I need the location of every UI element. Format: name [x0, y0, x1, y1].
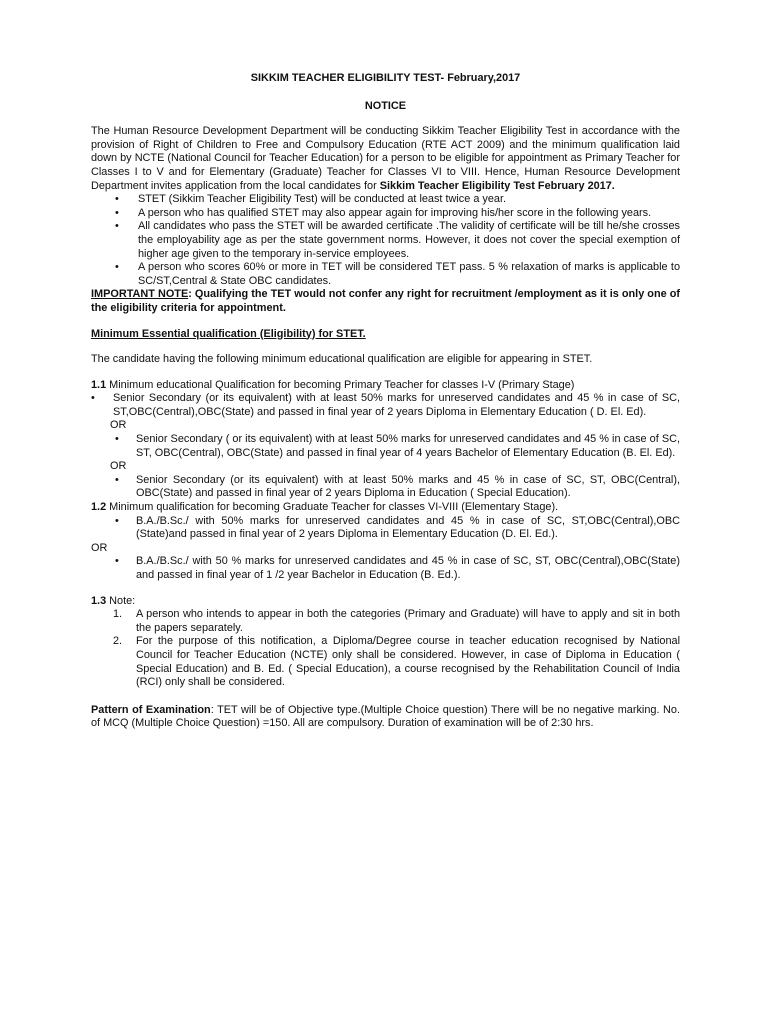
list-item-text: B.A./B.Sc./ with 50 % marks for unreserved candidates and 45 % in case of SC, ST, OBC(Central),OBC(State) and passed in final year of 1 /2 year Bachelor in Education (B. Ed.).: [136, 555, 680, 581]
list-item: [91, 635, 680, 689]
bullet-icon: •: [115, 261, 119, 274]
or-separator: OR: [91, 541, 108, 554]
list-item: [91, 433, 680, 460]
section-heading-text: Minimum educational Qualification for becoming Primary Teacher for classes I-V (Primary Stage): [106, 378, 575, 391]
list-item-text: For the purpose of this notification, a Diploma/Degree course in teacher education recognised by National Council for Teacher Education (NCTE) only shall be considered. However, in case of Diploma in Education ( Special Education) and B. Ed. ( Special Education), a course recognised by the Rehabilitation Council of India (RCI) only shall be considered.: [136, 635, 680, 689]
section-1-2-list-2: [91, 555, 680, 582]
section-number: 1.3: [91, 594, 107, 607]
section-1-3-list: [91, 608, 680, 690]
notice-heading: NOTICE: [364, 99, 407, 112]
section-heading-text: Minimum qualification for becoming Graduate Teacher for classes VI-VIII (Elementary Stage).: [106, 501, 559, 514]
section-1-2-heading: [91, 501, 680, 515]
important-note-label: IMPORTANT NOTE: [91, 288, 189, 301]
intro-bold-tail: Sikkim Teacher Eligibility Test February 2017.: [379, 179, 615, 192]
bullet-icon: •: [115, 514, 119, 527]
important-note: [91, 288, 680, 315]
important-note-text: : Qualifying the TET would not confer any right for recruitment /employment as it is only one of the eligibility criteria for appointment.: [91, 288, 680, 314]
min-qual-heading: Minimum Essential qualification (Eligibility) for STET.: [91, 327, 366, 340]
bullet-icon: •: [91, 392, 95, 405]
bullet-icon: •: [115, 220, 119, 233]
list-item-text: B.A./B.Sc./ with 50% marks for unreserved candidates and 45 % in case of SC, ST,OBC(Central),OBC (State)and passed in final year of 2 years Diploma in Elementary Education (D. El. Ed.).: [136, 514, 680, 541]
list-item-text: Senior Secondary (or its equivalent) with at least 50% marks and 45 % in case of SC, ST, OBC(Central), OBC(State) and passed in final year of 2 years Diploma in Education ( Special Education).: [136, 473, 680, 500]
bullet-icon: •: [115, 555, 119, 568]
item-number: 2.: [113, 635, 123, 648]
or-separator: OR: [110, 460, 127, 473]
section-1-1-heading: [91, 379, 680, 393]
intro-text: The Human Resource Development Department will be conducting Sikkim Teacher Eligibility Test in accordance with the provision of Right of Children to Free and Compulsory Education (RTE ACT 2009) and the minimum qualification laid down by NCTE (National Council for Teacher Education) for a person to be eligible for appointment as Primary Teacher for Classes I to V and for Elementary (Graduate) Teacher for Classes VI to VIII. Hence, Human Resource Development Department invites application from the local candidates for: [91, 125, 680, 192]
section-1-2-list: [91, 515, 680, 542]
list-item-text: All candidates who pass the STET will be awarded certificate .The validity of certificate will be till he/she crosses the employability age as per the state government norms. However, it does not cover the special exemption of higher age given to the temporary in-service employees.: [138, 220, 680, 260]
bullet-icon: •: [115, 193, 119, 206]
list-item: [91, 555, 680, 582]
section-1-3-heading: [91, 595, 680, 609]
section-number: 1.2: [91, 501, 107, 514]
list-item: [91, 515, 680, 542]
pattern-label: Pattern of Examination: [91, 703, 211, 716]
intro-bullet-list: [91, 193, 680, 288]
list-item: [91, 207, 680, 221]
section-1-1-list: [91, 392, 680, 419]
list-item: [91, 392, 680, 419]
pattern-of-examination: [91, 704, 680, 731]
list-item-text: Senior Secondary (or its equivalent) with at least 50% marks for unreserved candidates and 45 % in case of SC, ST,OBC(Central),OBC(State) and passed in final year of 2 years Diploma in Elementary Education ( D. El. Ed).: [113, 392, 680, 418]
list-item-text: Senior Secondary ( or its equivalent) with at least 50% marks for unreserved candidates and 45 % in case of SC, ST, OBC(Central), OBC(State) and passed in final year of 4 years Bachelor of Elementary Education (B. El. Ed).: [136, 433, 680, 459]
list-item-text: A person who has qualified STET may also appear again for improving his/her score in the following years.: [138, 206, 652, 219]
section-1-1-list-2: [91, 433, 680, 460]
bullet-icon: •: [115, 473, 119, 486]
pattern-text: : TET will be of Objective type.(Multiple Choice question) There will be no negative marking. No. of MCQ (Multiple Choice Question) =150. All are compulsory. Duration of examination will be of 2:30 hrs.: [91, 703, 680, 730]
list-item: [91, 608, 680, 635]
item-number: 1.: [113, 608, 123, 621]
document-content: [91, 72, 680, 731]
list-item-text: A person who scores 60% or more in TET will be considered TET pass. 5 % relaxation of marks is applicable to SC/ST,Central & State OBC candidates.: [138, 261, 680, 287]
list-item-text: STET (Sikkim Teacher Eligibility Test) will be conducted at least twice a year.: [138, 193, 507, 206]
page-title: SIKKIM TEACHER ELIGIBILITY TEST- February,2017: [250, 72, 521, 84]
list-item-text: A person who intends to appear in both the categories (Primary and Graduate) will have to apply and sit in both the papers separately.: [136, 608, 680, 634]
min-qual-intro: The candidate having the following minimum educational qualification are eligible for appearing in STET.: [91, 353, 593, 366]
list-item: [91, 261, 680, 288]
bullet-icon: •: [115, 206, 119, 219]
intro-paragraph: [91, 125, 680, 193]
list-item: [91, 193, 680, 207]
or-separator: OR: [110, 419, 127, 432]
list-item: [91, 474, 680, 501]
section-heading-text: Note:: [106, 594, 136, 607]
section-number: 1.1: [91, 378, 107, 391]
bullet-icon: •: [115, 433, 119, 446]
section-1-1-list-3: [91, 474, 680, 501]
list-item: [91, 220, 680, 261]
